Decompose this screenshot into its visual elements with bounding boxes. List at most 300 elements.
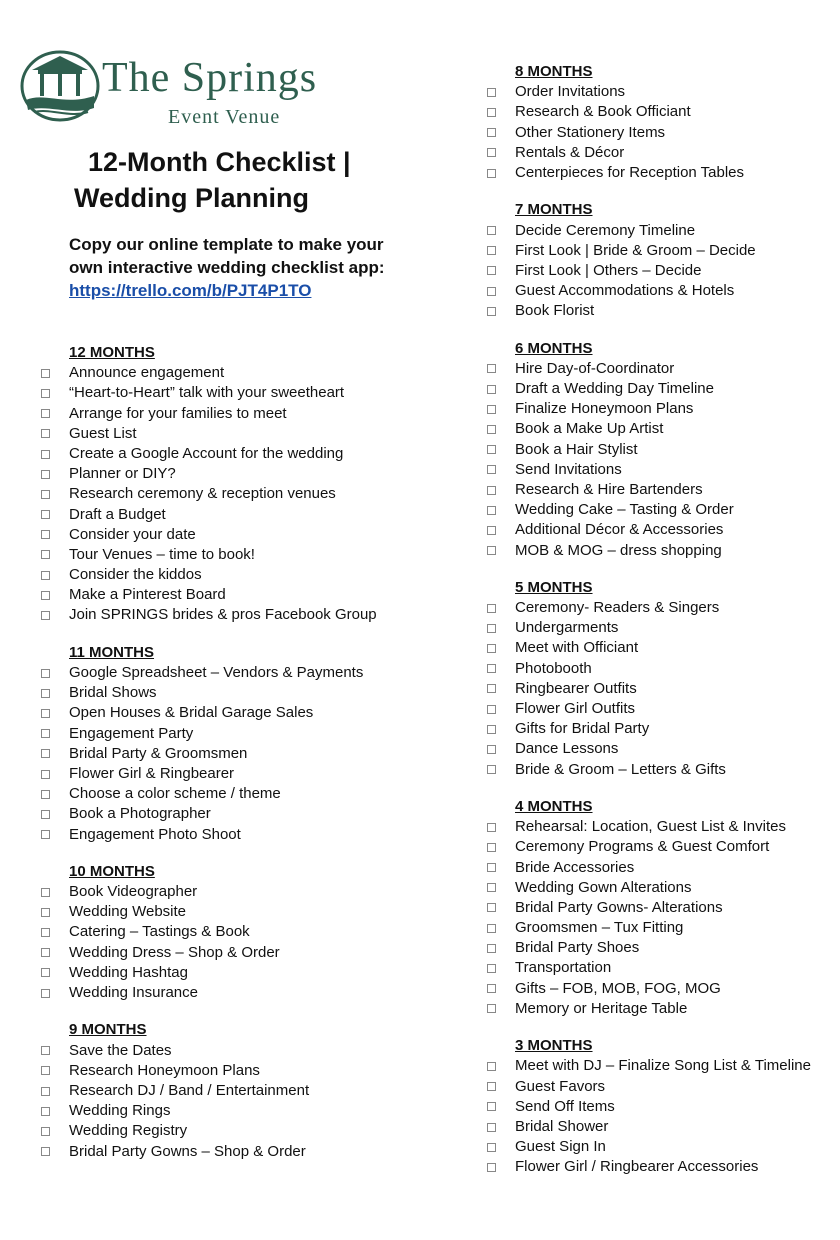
checklist-section bbox=[486, 339, 816, 561]
checkbox[interactable] bbox=[40, 989, 69, 998]
checkbox[interactable] bbox=[486, 644, 515, 653]
checkbox[interactable] bbox=[40, 1046, 69, 1055]
checkbox-square-icon bbox=[487, 1004, 496, 1013]
checklist-section bbox=[486, 200, 816, 321]
checkbox[interactable] bbox=[486, 624, 515, 633]
checkbox[interactable] bbox=[486, 1102, 515, 1111]
checkbox-square-icon bbox=[41, 810, 50, 819]
venue-logo bbox=[20, 38, 400, 130]
checklist-item-label: Book a Make Up Artist bbox=[515, 420, 664, 438]
checklist-item-label: Meet with DJ – Finalize Song List & Timeline bbox=[515, 1057, 811, 1075]
intro-block bbox=[69, 233, 399, 302]
checkbox[interactable] bbox=[40, 389, 69, 398]
checkbox-square-icon bbox=[487, 1143, 496, 1152]
checkbox-square-icon bbox=[487, 684, 496, 693]
checkbox-square-icon bbox=[41, 830, 50, 839]
checklist-item bbox=[40, 902, 370, 922]
checklist-item bbox=[486, 999, 816, 1019]
section-heading: 3 MONTHS bbox=[515, 1037, 593, 1055]
checkbox[interactable] bbox=[486, 246, 515, 255]
checkbox[interactable] bbox=[40, 369, 69, 378]
checklist-item bbox=[40, 444, 370, 464]
checklist-item-label: Consider your date bbox=[69, 525, 196, 543]
checklist-item-label: Book Florist bbox=[515, 302, 595, 320]
checklist-right-column bbox=[486, 62, 816, 1195]
section-heading: 11 MONTHS bbox=[69, 643, 155, 661]
checkbox[interactable] bbox=[486, 1123, 515, 1132]
checkbox[interactable] bbox=[40, 450, 69, 459]
checklist-item-label: Wedding Insurance bbox=[69, 984, 198, 1001]
checkbox-square-icon bbox=[487, 823, 496, 832]
checklist-item-label: Guest Sign In bbox=[515, 1138, 606, 1156]
checkbox-square-icon bbox=[487, 226, 496, 235]
checklist-item bbox=[40, 1142, 370, 1162]
section-heading: 6 MONTHS bbox=[515, 339, 593, 357]
checklist-item bbox=[486, 460, 816, 480]
checklist-item-label: Additional Décor & Accessories bbox=[515, 521, 724, 539]
checklist-section bbox=[486, 797, 816, 1019]
checkbox[interactable] bbox=[486, 546, 515, 555]
checkbox[interactable] bbox=[40, 611, 69, 620]
checkbox[interactable] bbox=[486, 684, 515, 693]
checkbox[interactable] bbox=[486, 385, 515, 394]
checkbox-square-icon bbox=[41, 689, 50, 698]
checklist-item bbox=[486, 520, 816, 540]
checkbox[interactable] bbox=[486, 725, 515, 734]
checklist-item-label: Guest List bbox=[69, 424, 137, 442]
checkbox-square-icon bbox=[41, 669, 50, 678]
checkbox-square-icon bbox=[41, 968, 50, 977]
title-line-1: 12-Month Checklist | bbox=[88, 147, 351, 177]
checklist-item-label: Bride & Groom – Letters & Gifts bbox=[515, 760, 726, 778]
checkbox[interactable] bbox=[40, 810, 69, 819]
checklist-item bbox=[486, 1117, 816, 1137]
checklist-item bbox=[486, 958, 816, 978]
checkbox[interactable] bbox=[40, 470, 69, 479]
checklist-item bbox=[40, 1121, 370, 1141]
checkbox[interactable] bbox=[486, 486, 515, 495]
section-heading: 7 MONTHS bbox=[515, 201, 593, 219]
checkbox-square-icon bbox=[41, 770, 50, 779]
checkbox[interactable] bbox=[486, 823, 515, 832]
checkbox-square-icon bbox=[41, 409, 50, 418]
checkbox[interactable] bbox=[40, 928, 69, 937]
checkbox-square-icon bbox=[487, 765, 496, 774]
checklist-item bbox=[486, 1157, 816, 1177]
checklist-item-label: Centerpieces for Reception Tables bbox=[515, 163, 745, 181]
section-heading: 5 MONTHS bbox=[515, 578, 593, 596]
checklist-item bbox=[40, 545, 370, 565]
checkbox[interactable] bbox=[40, 550, 69, 559]
checklist-item bbox=[40, 683, 370, 703]
checkbox[interactable] bbox=[486, 604, 515, 613]
checklist-item bbox=[40, 484, 370, 504]
checkbox-square-icon bbox=[41, 1107, 50, 1116]
checkbox-square-icon bbox=[41, 429, 50, 438]
checklist-item-label: Wedding Rings bbox=[69, 1102, 171, 1120]
checkbox-square-icon bbox=[41, 450, 50, 459]
checkbox[interactable] bbox=[40, 729, 69, 738]
checklist-item-label: Consider the kiddos bbox=[69, 566, 202, 584]
checkbox[interactable] bbox=[486, 924, 515, 933]
checklist-item-label: Make a Pinterest Board bbox=[69, 586, 226, 604]
checkbox[interactable] bbox=[486, 148, 515, 157]
checklist-item-label: Book a Photographer bbox=[69, 805, 211, 823]
checklist-item bbox=[486, 918, 816, 938]
checkbox[interactable] bbox=[40, 571, 69, 580]
checkbox[interactable] bbox=[486, 425, 515, 434]
checkbox-square-icon bbox=[487, 644, 496, 653]
checklist-item-label: Choose a color scheme / theme bbox=[69, 785, 281, 803]
checkbox[interactable] bbox=[40, 510, 69, 519]
checklist-item-label: First Look | Bride & Groom – Decide bbox=[515, 241, 756, 259]
checkbox[interactable] bbox=[40, 1087, 69, 1096]
checklist-item bbox=[486, 143, 816, 163]
checkbox-square-icon bbox=[487, 624, 496, 633]
checkbox-square-icon bbox=[487, 924, 496, 933]
checkbox[interactable] bbox=[486, 1062, 515, 1071]
checkbox-square-icon bbox=[41, 709, 50, 718]
checkbox-square-icon bbox=[41, 989, 50, 998]
checkbox[interactable] bbox=[486, 944, 515, 953]
checklist-item-label: Book a Hair Stylist bbox=[515, 440, 638, 458]
intro-text: Copy our online template to make your own interactive wedding checklist app: bbox=[69, 235, 385, 277]
checkbox[interactable] bbox=[40, 490, 69, 499]
checklist-item-label: MOB & MOG – dress shopping bbox=[515, 541, 722, 559]
checkbox[interactable] bbox=[486, 903, 515, 912]
checklist-item-label: Planner or DIY? bbox=[69, 465, 176, 483]
checkbox-square-icon bbox=[487, 1082, 496, 1091]
checkbox-square-icon bbox=[487, 148, 496, 157]
checklist-item bbox=[40, 724, 370, 744]
checklist-item-label: Flower Girl / Ringbearer Accessories bbox=[515, 1158, 759, 1176]
section-heading: 12 MONTHS bbox=[69, 344, 155, 361]
checklist-item-label: Rehearsal: Location, Guest List & Invites bbox=[515, 818, 786, 836]
checklist-item-label: Wedding Hashtag bbox=[69, 963, 188, 981]
checkbox-square-icon bbox=[487, 863, 496, 872]
checkbox-square-icon bbox=[487, 843, 496, 852]
checkbox[interactable] bbox=[40, 669, 69, 678]
checklist-item bbox=[486, 123, 816, 143]
section-heading: 9 MONTHS bbox=[69, 1021, 147, 1039]
checkbox-square-icon bbox=[41, 1127, 50, 1136]
checklist-item bbox=[40, 784, 370, 804]
checklist-item-label: Ringbearer Outfits bbox=[515, 679, 637, 697]
checklist-item bbox=[486, 102, 816, 122]
checkbox[interactable] bbox=[486, 765, 515, 774]
checkbox-square-icon bbox=[41, 749, 50, 758]
checklist-item bbox=[486, 1097, 816, 1117]
checklist-item bbox=[40, 703, 370, 723]
checklist-section bbox=[40, 643, 370, 845]
checklist-item-label: Research DJ / Band / Entertainment bbox=[69, 1081, 310, 1099]
checkbox[interactable] bbox=[486, 526, 515, 535]
checklist-item bbox=[40, 963, 370, 983]
checklist-item-label: Bridal Shows bbox=[69, 684, 157, 702]
checklist-item bbox=[40, 1041, 370, 1061]
checkbox-square-icon bbox=[487, 246, 496, 255]
checklist-item bbox=[40, 744, 370, 764]
checkbox[interactable] bbox=[486, 506, 515, 515]
checkbox-square-icon bbox=[487, 546, 496, 555]
checklist-item-label: Book Videographer bbox=[69, 883, 198, 901]
checkbox[interactable] bbox=[40, 1107, 69, 1116]
checkbox[interactable] bbox=[40, 908, 69, 917]
checkbox-square-icon bbox=[487, 1163, 496, 1172]
checklist-item-label: Ceremony Programs & Guest Comfort bbox=[515, 838, 770, 856]
checkbox-square-icon bbox=[487, 964, 496, 973]
checklist-item-label: Tour Venues – time to book! bbox=[69, 545, 255, 563]
checklist-item bbox=[486, 837, 816, 857]
checkbox[interactable] bbox=[486, 843, 515, 852]
checkbox-square-icon bbox=[487, 486, 496, 495]
checkbox[interactable] bbox=[486, 1004, 515, 1013]
checkbox[interactable] bbox=[486, 226, 515, 235]
checklist-item bbox=[40, 764, 370, 784]
checklist-item bbox=[40, 1061, 370, 1081]
checkbox[interactable] bbox=[486, 128, 515, 137]
checkbox-square-icon bbox=[41, 1087, 50, 1096]
checklist-item-label: Wedding Gown Alterations bbox=[515, 878, 692, 896]
checkbox[interactable] bbox=[40, 770, 69, 779]
checklist-item bbox=[486, 440, 816, 460]
checkbox[interactable] bbox=[486, 465, 515, 474]
section-heading: 8 MONTHS bbox=[515, 63, 593, 80]
checkbox[interactable] bbox=[40, 689, 69, 698]
checkbox[interactable] bbox=[486, 1163, 515, 1172]
checklist-item-label: Research Honeymoon Plans bbox=[69, 1061, 260, 1079]
checklist-item-label: Gifts for Bridal Party bbox=[515, 720, 650, 738]
checkbox-square-icon bbox=[41, 611, 50, 620]
checkbox[interactable] bbox=[486, 863, 515, 872]
checklist-item bbox=[486, 1077, 816, 1097]
checkbox[interactable] bbox=[40, 1147, 69, 1156]
checklist-item-label: Guest Accommodations & Hotels bbox=[515, 282, 735, 300]
checkbox[interactable] bbox=[486, 287, 515, 296]
checklist-item-label: Groomsmen – Tux Fitting bbox=[515, 919, 684, 937]
checklist-item-label: Google Spreadsheet – Vendors & Payments bbox=[69, 664, 364, 681]
checklist-item-label: Announce engagement bbox=[69, 364, 225, 382]
checkbox[interactable] bbox=[486, 1143, 515, 1152]
checklist-item bbox=[486, 261, 816, 281]
checkbox[interactable] bbox=[486, 745, 515, 754]
checklist-item bbox=[486, 500, 816, 520]
brand-subtitle: Event Venue bbox=[168, 106, 281, 128]
checklist-item-label: Flower Girl & Ringbearer bbox=[69, 764, 235, 782]
checkbox[interactable] bbox=[40, 749, 69, 758]
checklist-item-label: Wedding Registry bbox=[69, 1122, 188, 1140]
checklist-item bbox=[486, 979, 816, 999]
checkbox[interactable] bbox=[486, 405, 515, 414]
checklist-item-label: Bridal Shower bbox=[515, 1117, 609, 1135]
checklist-item bbox=[486, 817, 816, 837]
checkbox-square-icon bbox=[487, 465, 496, 474]
checkbox-square-icon bbox=[487, 604, 496, 613]
checkbox-square-icon bbox=[41, 1066, 50, 1075]
checkbox-square-icon bbox=[41, 1147, 50, 1156]
checkbox-square-icon bbox=[487, 883, 496, 892]
checkbox-square-icon bbox=[487, 1123, 496, 1132]
checklist-item bbox=[486, 281, 816, 301]
checklist-item-label: Photobooth bbox=[515, 659, 592, 677]
checkbox[interactable] bbox=[40, 409, 69, 418]
checkbox[interactable] bbox=[486, 883, 515, 892]
checklist-item-label: Decide Ceremony Timeline bbox=[515, 221, 696, 239]
checklist-item bbox=[486, 659, 816, 679]
checklist-item-label: Catering – Tastings & Book bbox=[69, 923, 250, 941]
checkbox-square-icon bbox=[41, 928, 50, 937]
checkbox[interactable] bbox=[40, 591, 69, 600]
checkbox-square-icon bbox=[487, 664, 496, 673]
checklist-item bbox=[486, 938, 816, 958]
checklist-item bbox=[486, 379, 816, 399]
checkbox[interactable] bbox=[40, 968, 69, 977]
checkbox-square-icon bbox=[41, 571, 50, 580]
checkbox-square-icon bbox=[41, 490, 50, 499]
checkbox-square-icon bbox=[487, 425, 496, 434]
section-heading: 4 MONTHS bbox=[515, 797, 593, 815]
checkbox-square-icon bbox=[487, 1102, 496, 1111]
checklist-item-label: Ceremony- Readers & Singers bbox=[515, 599, 720, 617]
checklist-item bbox=[40, 882, 370, 902]
checklist-item-label: Research ceremony & reception venues bbox=[69, 485, 336, 503]
checklist-item-label: Open Houses & Bridal Garage Sales bbox=[69, 704, 314, 722]
checkbox[interactable] bbox=[486, 88, 515, 97]
checkbox-square-icon bbox=[487, 169, 496, 178]
checkbox-square-icon bbox=[487, 903, 496, 912]
checkbox[interactable] bbox=[40, 530, 69, 539]
checklist-section bbox=[40, 343, 377, 626]
checkbox[interactable] bbox=[40, 709, 69, 718]
checklist-left-column bbox=[40, 343, 377, 1179]
checklist-item bbox=[40, 1081, 370, 1101]
checkbox[interactable] bbox=[486, 964, 515, 973]
checkbox-square-icon bbox=[487, 944, 496, 953]
checklist-item-label: Other Stationery Items bbox=[515, 123, 666, 141]
checklist-item-label: Research & Hire Bartenders bbox=[515, 480, 703, 498]
checkbox[interactable] bbox=[40, 948, 69, 957]
checklist-item-label: Hire Day-of-Coordinator bbox=[515, 359, 675, 377]
checklist-item bbox=[40, 585, 370, 605]
checklist-item-label: Bridal Party Gowns – Shop & Order bbox=[69, 1142, 306, 1160]
checklist-item-label: Research & Book Officiant bbox=[515, 103, 691, 121]
checklist-item-label: Finalize Honeymoon Plans bbox=[515, 400, 694, 418]
checkbox[interactable] bbox=[486, 664, 515, 673]
checkbox-square-icon bbox=[41, 369, 50, 378]
checkbox[interactable] bbox=[486, 307, 515, 316]
checklist-item bbox=[486, 163, 816, 183]
checklist-item-label: Join SPRINGS brides & pros Facebook Group bbox=[69, 606, 377, 624]
checkbox[interactable] bbox=[40, 1127, 69, 1136]
checkbox-square-icon bbox=[41, 530, 50, 539]
checkbox[interactable] bbox=[486, 705, 515, 714]
checkbox-square-icon bbox=[41, 470, 50, 479]
checklist-item-label: Transportation bbox=[515, 959, 612, 977]
checklist-item bbox=[40, 825, 370, 845]
checklist-item-label: Bridal Party Shoes bbox=[515, 939, 640, 957]
checklist-item-label: Save the Dates bbox=[69, 1041, 172, 1059]
checklist-item bbox=[486, 1137, 816, 1157]
checkbox-square-icon bbox=[487, 705, 496, 714]
checklist-item-label: Arrange for your families to meet bbox=[69, 404, 287, 422]
checklist-item bbox=[486, 878, 816, 898]
checklist-item bbox=[486, 82, 816, 102]
checkbox-square-icon bbox=[487, 88, 496, 97]
checkbox-square-icon bbox=[487, 266, 496, 275]
checklist-item-label: Memory or Heritage Table bbox=[515, 999, 688, 1017]
checklist-section bbox=[486, 62, 816, 183]
checkbox[interactable] bbox=[486, 108, 515, 117]
checklist-item bbox=[486, 480, 816, 500]
checkbox[interactable] bbox=[486, 1082, 515, 1091]
checkbox-square-icon bbox=[487, 128, 496, 137]
checklist-item-label: Wedding Cake – Tasting & Order bbox=[515, 501, 734, 519]
checkbox[interactable] bbox=[40, 888, 69, 897]
checklist-item-label: Meet with Officiant bbox=[515, 639, 639, 657]
title-line-2: Wedding Planning bbox=[74, 183, 309, 213]
checkbox-square-icon bbox=[487, 307, 496, 316]
checklist-section bbox=[40, 862, 370, 1003]
checklist-item bbox=[40, 663, 370, 683]
checkbox[interactable] bbox=[486, 445, 515, 454]
checkbox[interactable] bbox=[40, 830, 69, 839]
checkbox-square-icon bbox=[487, 745, 496, 754]
checklist-item-label: Rentals & Décor bbox=[515, 143, 625, 161]
checkbox[interactable] bbox=[486, 984, 515, 993]
trello-link[interactable]: https://trello.com/b/PJT4P1TO bbox=[69, 281, 312, 300]
checklist-item-label: First Look | Others – Decide bbox=[515, 261, 702, 279]
checkbox-square-icon bbox=[487, 385, 496, 394]
checklist-item bbox=[486, 399, 816, 419]
checkbox[interactable] bbox=[40, 1066, 69, 1075]
checklist-item bbox=[486, 1056, 816, 1076]
page-title bbox=[74, 144, 434, 216]
checklist-item bbox=[40, 404, 370, 424]
checkbox[interactable] bbox=[486, 364, 515, 373]
checklist-item bbox=[486, 679, 816, 699]
checklist-section bbox=[486, 1036, 816, 1177]
checklist-item bbox=[486, 898, 816, 918]
checkbox[interactable] bbox=[40, 429, 69, 438]
checkbox[interactable] bbox=[40, 790, 69, 799]
checklist-item-label: Bridal Party Gowns- Alterations bbox=[515, 898, 723, 916]
checkbox-square-icon bbox=[487, 445, 496, 454]
checklist-item bbox=[40, 565, 370, 585]
checklist-item bbox=[486, 858, 816, 878]
checklist-item-label: Draft a Wedding Day Timeline bbox=[515, 380, 714, 397]
checkbox-square-icon bbox=[487, 364, 496, 373]
checkbox-square-icon bbox=[41, 729, 50, 738]
checklist-item bbox=[486, 760, 816, 780]
gazebo-icon bbox=[20, 42, 100, 124]
checklist-item-label: Guest Favors bbox=[515, 1077, 606, 1095]
checkbox[interactable] bbox=[486, 169, 515, 178]
checklist-item bbox=[40, 804, 370, 824]
section-heading: 10 MONTHS bbox=[69, 862, 155, 880]
checkbox-square-icon bbox=[41, 948, 50, 957]
checklist-item-label: Flower Girl Outfits bbox=[515, 700, 636, 717]
checklist-item bbox=[486, 221, 816, 241]
checkbox-square-icon bbox=[487, 108, 496, 117]
checkbox[interactable] bbox=[486, 266, 515, 275]
checkbox-square-icon bbox=[41, 591, 50, 600]
checkbox-square-icon bbox=[487, 526, 496, 535]
checklist-item bbox=[486, 598, 816, 618]
checkbox-square-icon bbox=[41, 389, 50, 398]
checkbox-square-icon bbox=[41, 1046, 50, 1055]
checklist-item bbox=[486, 241, 816, 261]
checklist-section bbox=[486, 578, 816, 780]
